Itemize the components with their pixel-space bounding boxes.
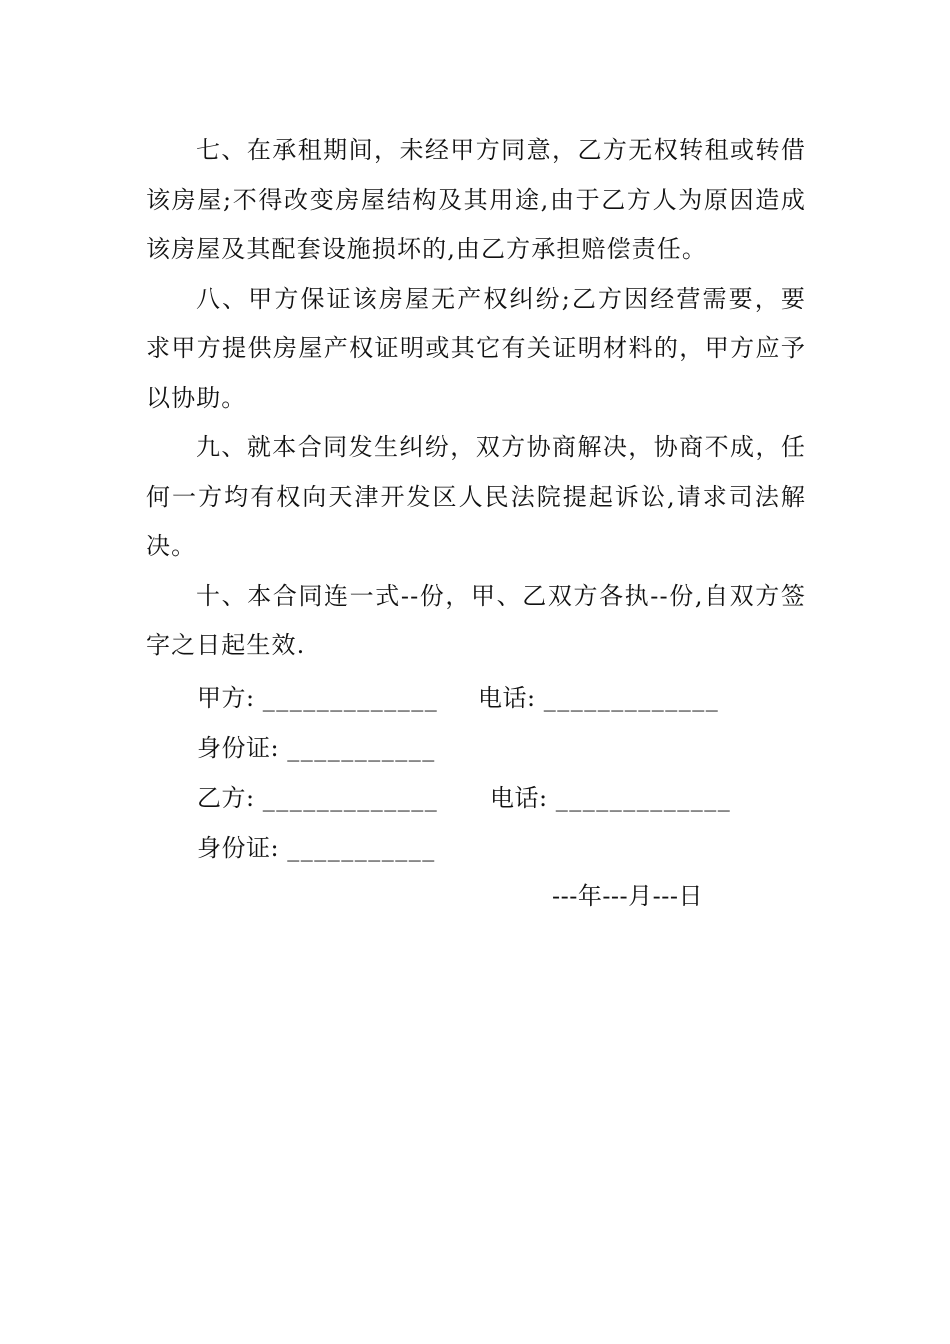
party-b-line [197, 783, 438, 813]
party-a-id-line [197, 733, 436, 763]
party-a-id-blank: ___________ [287, 734, 436, 762]
party-b-id-blank: ___________ [287, 834, 436, 862]
clause-eight: 八、甲方保证该房屋无产权纠纷;乙方因经营需要，要求甲方提供房屋产权证明或其它有关证明材料的，甲方应予以协助。 [146, 284, 806, 412]
party-a-phone-line [478, 683, 719, 713]
party-b-phone-blank: _____________ [555, 784, 732, 812]
clause-ten: 十、本合同连一式--份，甲、乙双方各执--份,自双方签字之日起生效. [146, 581, 806, 659]
clause-nine: 九、就本合同发生纠纷，双方协商解决，协商不成，任何一方均有权向天津开发区人民法院提起诉讼,请求司法解决。 [146, 433, 806, 560]
clause-seven: 七、在承租期间，未经甲方同意，乙方无权转租或转借该房屋;不得改变房屋结构及其用途,由于乙方人为原因造成该房屋及其配套设施损坏的,由乙方承担赔偿责任。 [146, 136, 806, 263]
party-a-id-label: 身份证: [197, 734, 280, 762]
party-a-blank: _____________ [262, 684, 439, 712]
party-b-phone-line [490, 783, 731, 813]
party-a-phone-blank: _____________ [543, 684, 720, 712]
party-b-id-line [197, 833, 436, 863]
party-b-blank: _____________ [262, 784, 439, 812]
party-a-label: 甲方: [197, 684, 255, 712]
signing-date: ---年---月---日 [552, 882, 703, 910]
party-b-label: 乙方: [197, 784, 255, 812]
party-a-phone-label: 电话: [478, 684, 536, 712]
party-b-id-label: 身份证: [197, 834, 280, 862]
party-a-line [197, 683, 438, 713]
party-b-phone-label: 电话: [490, 784, 548, 812]
contract-clauses [146, 126, 806, 671]
